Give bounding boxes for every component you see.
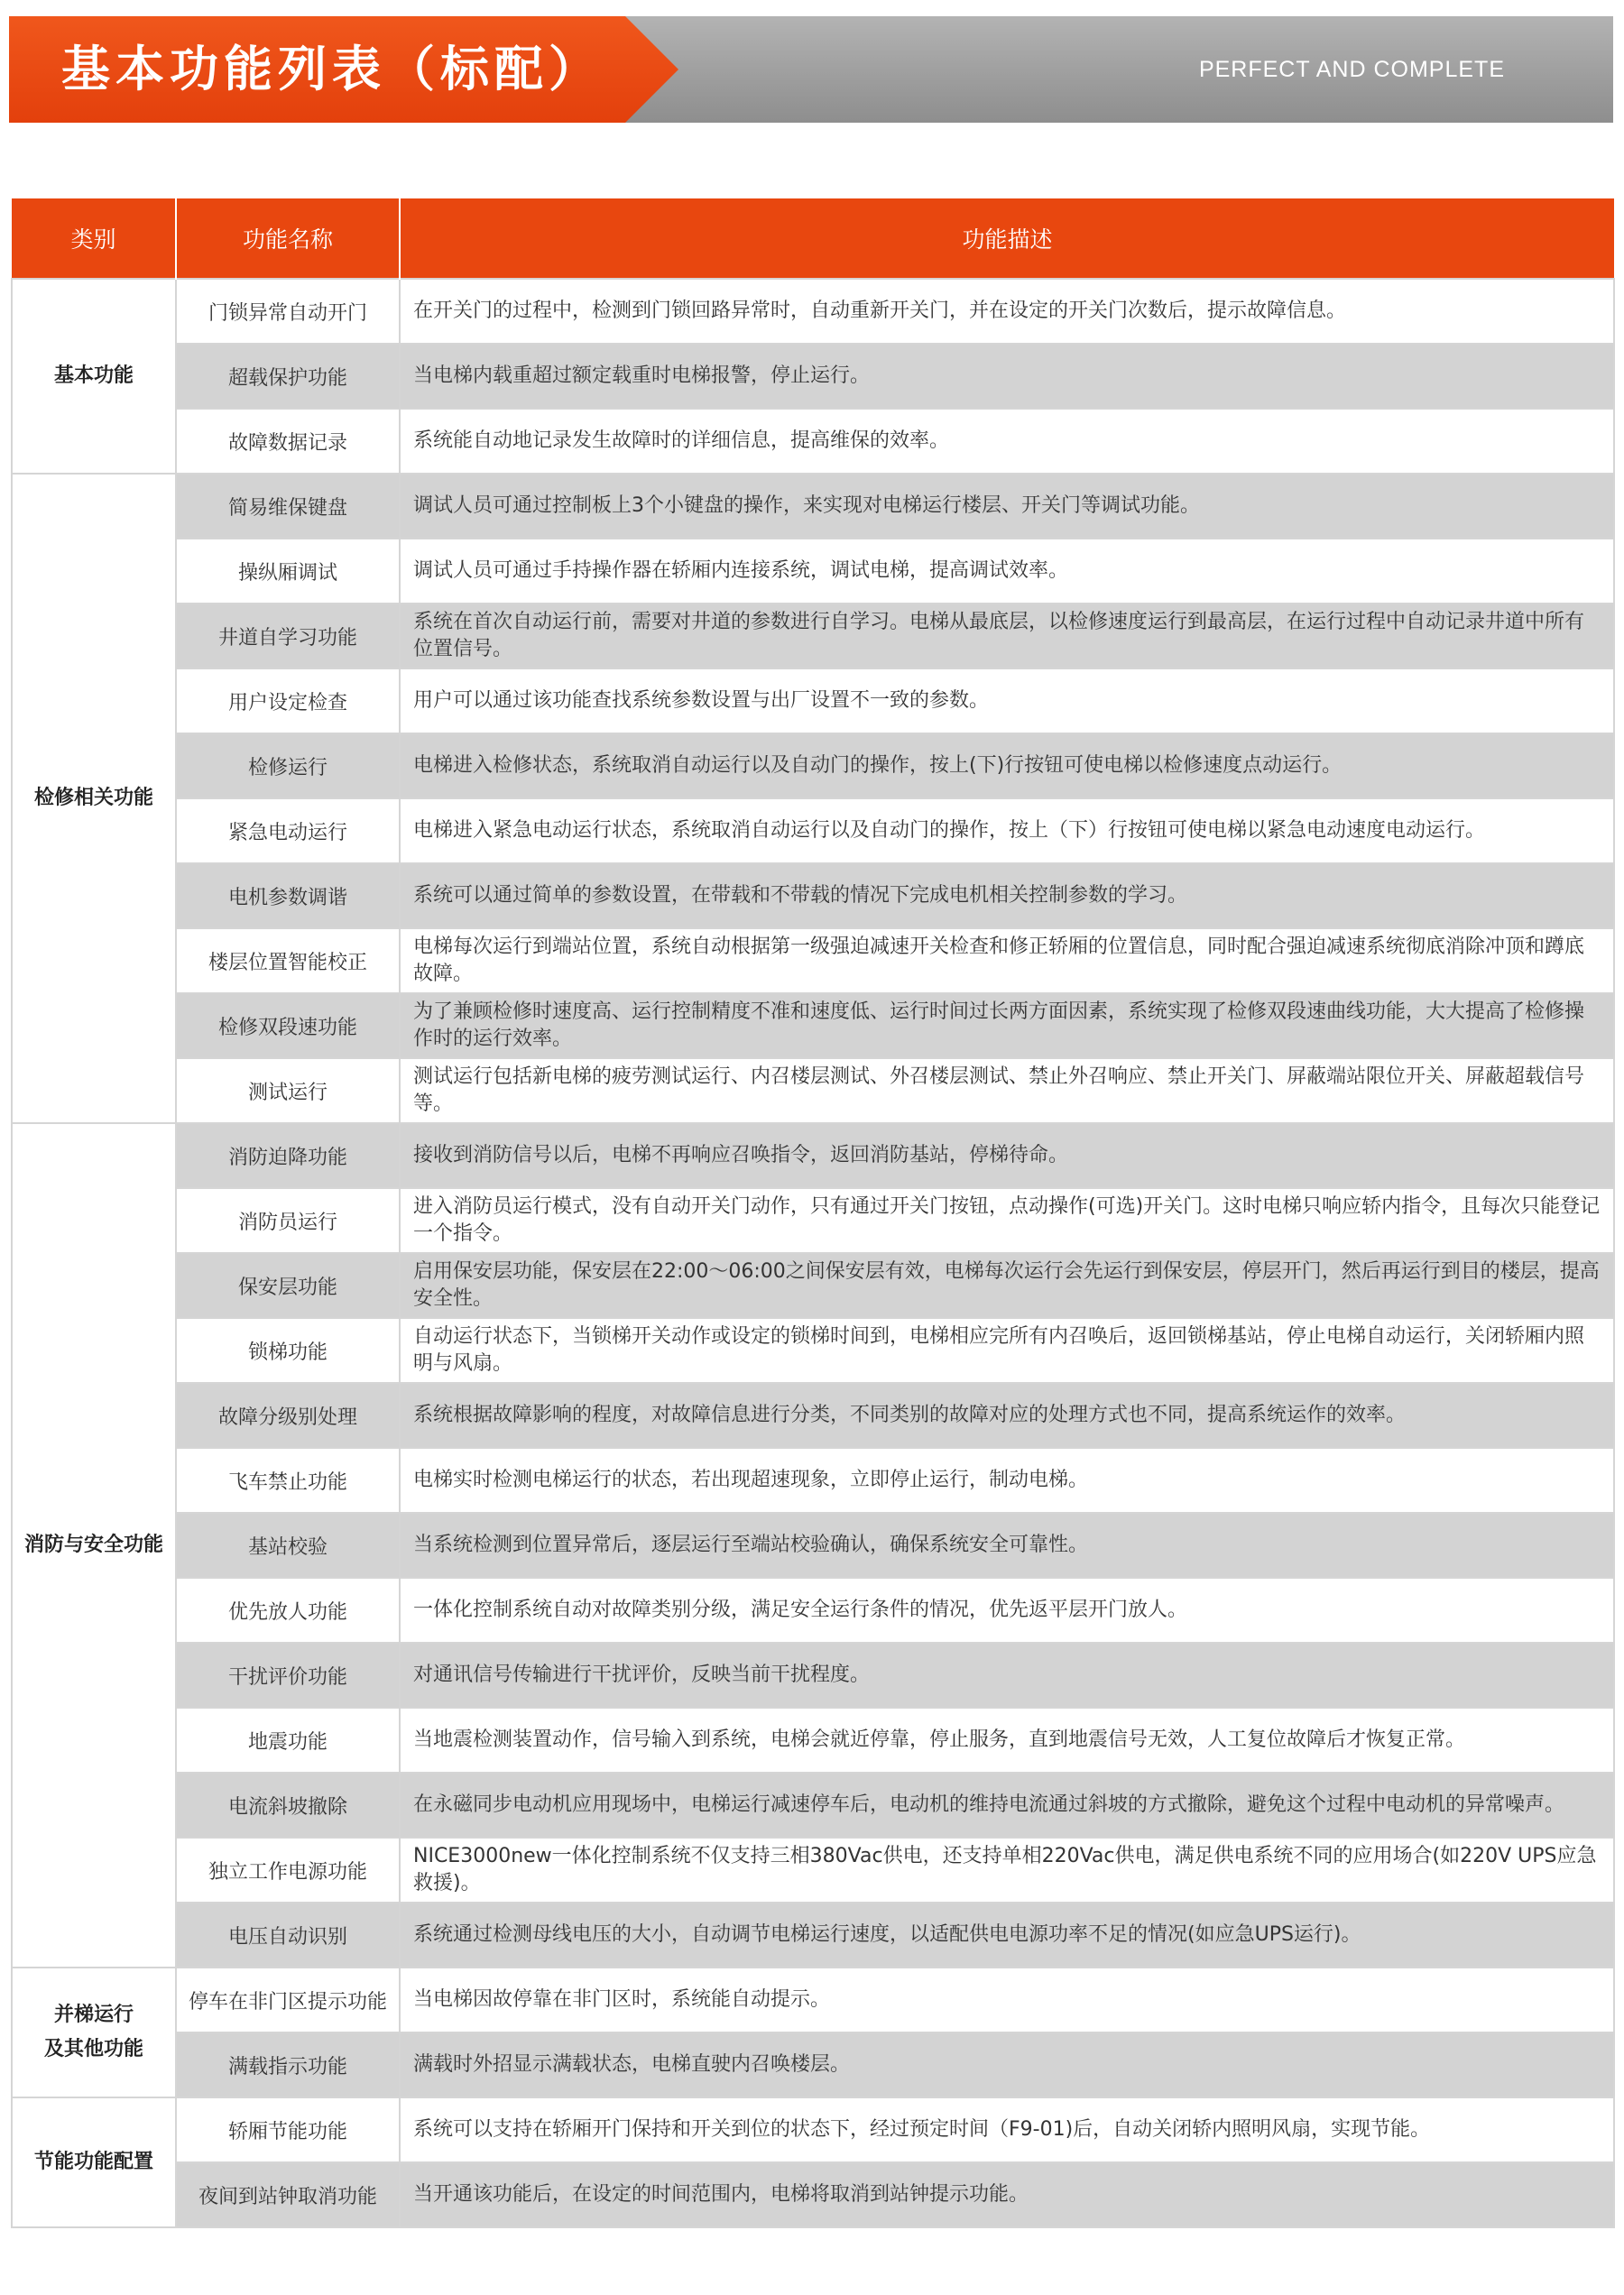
category-label: 及其他功能 (43, 2038, 143, 2060)
category-label: 并梯运行 (53, 2004, 134, 2026)
function-name-cell: 消防迫降功能 (176, 1123, 400, 1188)
function-description-cell: 电梯进入紧急电动运行状态，系统取消自动运行以及自动门的操作，按上（下）行按钮可使电梯以紧急电动速度电动运行。 (400, 798, 1614, 863)
function-description-cell: 当开通该功能后，在设定的时间范围内，电梯将取消到站钟提示功能。 (400, 2162, 1614, 2227)
header-banner (9, 16, 1613, 123)
function-name-cell: 用户设定检查 (176, 668, 400, 733)
function-description-cell: 当电梯内载重超过额定载重时电梯报警，停止运行。 (400, 344, 1614, 409)
table-row (12, 668, 1614, 733)
category-label: 检修相关功能 (33, 787, 153, 809)
table-row (12, 993, 1614, 1058)
function-description-cell: 系统可以通过简单的参数设置，在带载和不带载的情况下完成电机相关控制参数的学习。 (400, 863, 1614, 928)
function-name-cell: 夜间到站钟取消功能 (176, 2162, 400, 2227)
function-description-cell: 满载时外招显示满载状态，电梯直驶内召唤楼层。 (400, 2032, 1614, 2097)
function-description-cell: 用户可以通过该功能查找系统参数设置与出厂设置不一致的参数。 (400, 668, 1614, 733)
function-description-cell: 调试人员可通过手持操作器在轿厢内连接系统，调试电梯，提高调试效率。 (400, 539, 1614, 604)
function-description-cell: 进入消防员运行模式，没有自动开关门动作，只有通过开关门按钮，点动操作(可选)开关门。这时电梯只响应轿内指令，且每次只能登记一个指令。 (400, 1188, 1614, 1253)
function-name-cell: 电压自动识别 (176, 1903, 400, 1968)
table-row (12, 1643, 1614, 1708)
table-row (12, 1318, 1614, 1383)
function-description-cell: 系统在首次自动运行前，需要对井道的参数进行自学习。电梯从最底层，以检修速度运行到最高层，在运行过程中自动记录井道中所有位置信号。 (400, 604, 1614, 668)
table-row (12, 2097, 1614, 2162)
function-name-cell: 检修运行 (176, 733, 400, 798)
function-name-cell: 地震功能 (176, 1708, 400, 1773)
function-name-cell: 楼层位置智能校正 (176, 928, 400, 993)
function-name-cell: 紧急电动运行 (176, 798, 400, 863)
category-label: 消防与安全功能 (23, 1534, 163, 1556)
category-cell (12, 1123, 176, 1968)
function-name-cell: 操纵厢调试 (176, 539, 400, 604)
table-row (12, 409, 1614, 474)
function-description-cell: 为了兼顾检修时速度高、运行控制精度不准和速度低、运行时间过长两方面因素，系统实现了检修双段速曲线功能，大大提高了检修操作时的运行效率。 (400, 993, 1614, 1058)
function-name-cell: 简易维保键盘 (176, 474, 400, 539)
column-header-function-name: 功能名称 (176, 198, 400, 279)
function-description-cell: 一体化控制系统自动对故障类别分级，满足安全运行条件的情况，优先返平层开门放人。 (400, 1578, 1614, 1643)
table-row (12, 1903, 1614, 1968)
table-row (12, 1773, 1614, 1838)
function-name-cell: 锁梯功能 (176, 1318, 400, 1383)
table-header-row (12, 198, 1614, 279)
function-table-container (11, 198, 1613, 2228)
function-name-cell: 故障分级别处理 (176, 1383, 400, 1448)
function-name-cell: 保安层功能 (176, 1253, 400, 1318)
table-row (12, 279, 1614, 344)
table-row (12, 1513, 1614, 1578)
function-name-cell: 轿厢节能功能 (176, 2097, 400, 2162)
function-description-cell: 接收到消防信号以后，电梯不再响应召唤指令，返回消防基站，停梯待命。 (400, 1123, 1614, 1188)
table-row (12, 1188, 1614, 1253)
function-description-cell: 当地震检测装置动作，信号输入到系统，电梯会就近停靠，停止服务，直到地震信号无效，人工复位故障后才恢复正常。 (400, 1708, 1614, 1773)
function-description-cell: 在开关门的过程中，检测到门锁回路异常时，自动重新开关门，并在设定的开关门次数后，提示故障信息。 (400, 279, 1614, 344)
table-row (12, 1578, 1614, 1643)
function-name-cell: 停车在非门区提示功能 (176, 1968, 400, 2032)
page-title: 基本功能列表（标配） (61, 41, 603, 97)
function-name-cell: 独立工作电源功能 (176, 1838, 400, 1903)
function-description-cell: 调试人员可通过控制板上3个小键盘的操作，来实现对电梯运行楼层、开关门等调试功能。 (400, 474, 1614, 539)
function-description-cell: 系统可以支持在轿厢开门保持和开关到位的状态下，经过预定时间（F9-01)后，自动关闭轿内照明风扇，实现节能。 (400, 2097, 1614, 2162)
function-table (11, 198, 1615, 2228)
table-row (12, 539, 1614, 604)
table-body (12, 279, 1614, 2227)
function-description-cell: 电梯进入检修状态，系统取消自动运行以及自动门的操作，按上(下)行按钮可使电梯以检修速度点动运行。 (400, 733, 1614, 798)
function-description-cell: 对通讯信号传输进行干扰评价，反映当前干扰程度。 (400, 1643, 1614, 1708)
function-description-cell: 系统根据故障影响的程度，对故障信息进行分类，不同类别的故障对应的处理方式也不同，提高系统运作的效率。 (400, 1383, 1614, 1448)
function-description-cell: 系统通过检测母线电压的大小，自动调节电梯运行速度，以适配供电电源功率不足的情况(如应急UPS运行)。 (400, 1903, 1614, 1968)
table-row (12, 2162, 1614, 2227)
table-row (12, 1123, 1614, 1188)
table-row (12, 1708, 1614, 1773)
function-description-cell: 电梯每次运行到端站位置，系统自动根据第一级强迫减速开关检查和修正轿厢的位置信息，同时配合强迫减速系统彻底消除冲顶和蹲底故障。 (400, 928, 1614, 993)
category-label: 基本功能 (53, 364, 134, 387)
function-name-cell: 飞车禁止功能 (176, 1448, 400, 1513)
function-name-cell: 干扰评价功能 (176, 1643, 400, 1708)
function-name-cell: 消防员运行 (176, 1188, 400, 1253)
function-name-cell: 优先放人功能 (176, 1578, 400, 1643)
table-row (12, 1968, 1614, 2032)
category-cell (12, 1968, 176, 2097)
table-row (12, 2032, 1614, 2097)
function-name-cell: 超载保护功能 (176, 344, 400, 409)
table-row (12, 863, 1614, 928)
column-header-category: 类别 (12, 198, 176, 279)
function-description-cell: 当系统检测到位置异常后，逐层运行至端站校验确认，确保系统安全可靠性。 (400, 1513, 1614, 1578)
column-header-function-description: 功能描述 (400, 198, 1614, 279)
function-description-cell: 测试运行包括新电梯的疲劳测试运行、内召楼层测试、外召楼层测试、禁止外召响应、禁止开关门、屏蔽端站限位开关、屏蔽超载信号等。 (400, 1058, 1614, 1123)
table-row (12, 928, 1614, 993)
table-row (12, 604, 1614, 668)
function-description-cell: 在永磁同步电动机应用现场中，电梯运行减速停车后，电动机的维持电流通过斜坡的方式撤除，避免这个过程中电动机的异常噪声。 (400, 1773, 1614, 1838)
function-description-cell: 当电梯因故停靠在非门区时，系统能自动提示。 (400, 1968, 1614, 2032)
table-row (12, 1383, 1614, 1448)
function-description-cell: 系统能自动地记录发生故障时的详细信息，提高维保的效率。 (400, 409, 1614, 474)
category-cell (12, 279, 176, 474)
function-description-cell: 自动运行状态下，当锁梯开关动作或设定的锁梯时间到，电梯相应完所有内召唤后，返回锁梯基站，停止电梯自动运行，关闭轿厢内照明与风扇。 (400, 1318, 1614, 1383)
page-subtitle: PERFECT AND COMPLETE (1198, 57, 1505, 82)
table-row (12, 1838, 1614, 1903)
function-name-cell: 井道自学习功能 (176, 604, 400, 668)
table-row (12, 733, 1614, 798)
table-row (12, 798, 1614, 863)
function-name-cell: 基站校验 (176, 1513, 400, 1578)
category-cell (12, 474, 176, 1123)
category-cell (12, 2097, 176, 2227)
category-label: 节能功能配置 (33, 2151, 153, 2173)
function-name-cell: 测试运行 (176, 1058, 400, 1123)
table-row (12, 1058, 1614, 1123)
function-name-cell: 电流斜坡撤除 (176, 1773, 400, 1838)
table-row (12, 344, 1614, 409)
function-name-cell: 电机参数调谐 (176, 863, 400, 928)
function-description-cell: 电梯实时检测电梯运行的状态，若出现超速现象，立即停止运行，制动电梯。 (400, 1448, 1614, 1513)
function-name-cell: 满载指示功能 (176, 2032, 400, 2097)
table-row (12, 1448, 1614, 1513)
table-row (12, 1253, 1614, 1318)
function-name-cell: 检修双段速功能 (176, 993, 400, 1058)
function-name-cell: 故障数据记录 (176, 409, 400, 474)
function-description-cell: NICE3000new一体化控制系统不仅支持三相380Vac供电，还支持单相220Vac供电，满足供电系统不同的应用场合(如220V UPS应急救援)。 (400, 1838, 1614, 1903)
function-name-cell: 门锁异常自动开门 (176, 279, 400, 344)
table-row (12, 474, 1614, 539)
function-description-cell: 启用保安层功能，保安层在22:00～06:00之间保安层有效，电梯每次运行会先运行到保安层，停层开门，然后再运行到目的楼层，提高安全性。 (400, 1253, 1614, 1318)
